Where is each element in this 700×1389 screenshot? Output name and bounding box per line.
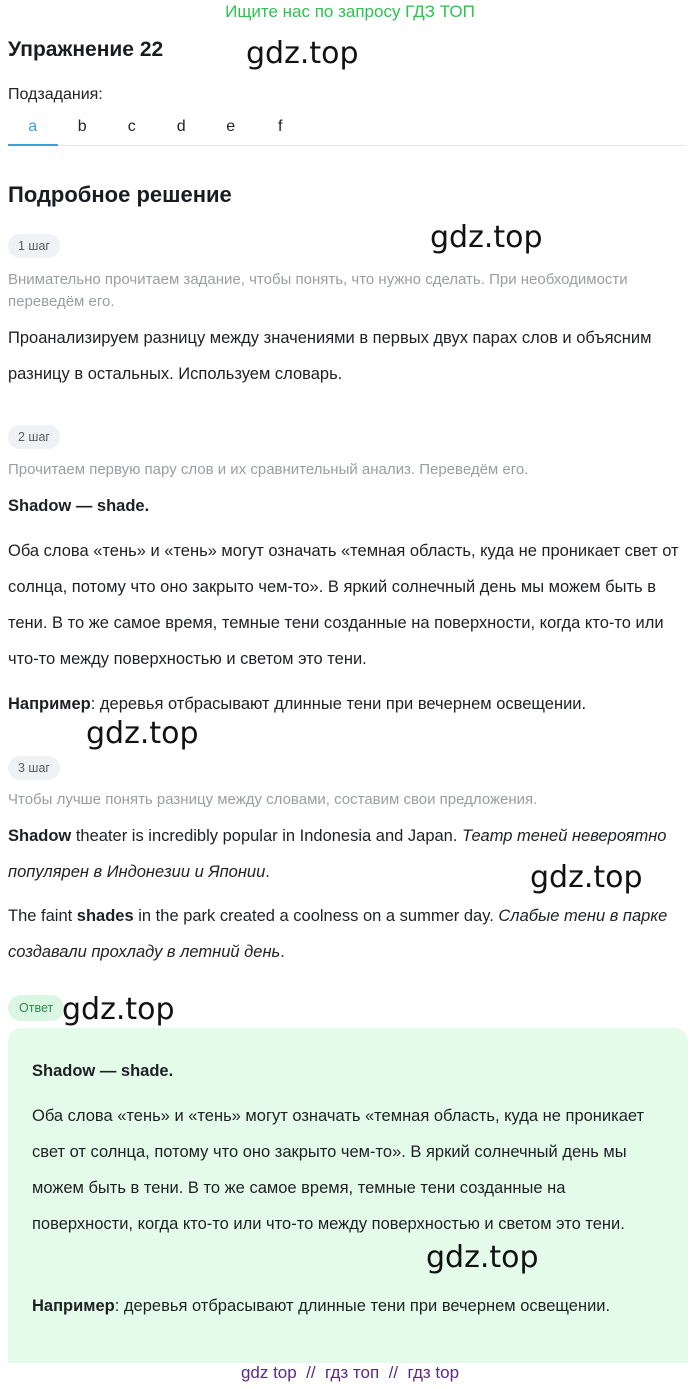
step-hint: Чтобы лучше понять разницу между словами, составим свои предложения. (8, 791, 538, 808)
watermark: gdz.top (426, 1240, 539, 1275)
step-text: Проанализируем разницу между значениями в первых двух парах слов и объясним разницу в остальных. Используем словарь. (8, 329, 652, 383)
step-badge: 2 шаг (8, 425, 60, 449)
watermark: gdz.top (86, 716, 199, 751)
sentence-keyword: Shadow (8, 827, 72, 845)
solution-title: Подробное решение (8, 182, 232, 207)
sentence-text: The faint (8, 907, 77, 925)
sentence-translation: Театр теней невероятно популярен в Индонезии и Японии (8, 827, 667, 881)
tab-e[interactable]: e (226, 118, 236, 135)
example-text: : деревья отбрасывают длинные тени при вечернем освещении. (90, 695, 587, 713)
example-text: : деревья отбрасывают длинные тени при вечернем освещении. (114, 1297, 611, 1315)
tab-a[interactable]: a (8, 108, 58, 145)
watermark: gdz.top (430, 220, 543, 255)
step-hint: Прочитаем первую пару слов и их сравнительный анализ. Переведём его. (8, 461, 529, 478)
sentence-text: in the park created a coolness on a summer day. (133, 907, 499, 925)
tab-d[interactable]: d (176, 118, 186, 135)
page-title: Упражнение 22 (8, 38, 164, 61)
sentence-translation: Слабые тени в парке создавали прохладу в летний день (8, 907, 668, 961)
answer-example (32, 1288, 652, 1324)
watermark: gdz.top (530, 860, 643, 895)
tab-b[interactable]: b (77, 118, 87, 135)
step-hint: Внимательно прочитаем задание, чтобы понять, что нужно сделать. При необходимости переведём его. (8, 271, 628, 310)
subtasks-label: Подзадания: (8, 86, 103, 103)
word-pair-text: Shadow — shade. (8, 497, 150, 515)
sentence-keyword: shades (76, 907, 134, 925)
sentence-end: . (280, 943, 285, 961)
answer-badge: Ответ (8, 995, 64, 1021)
tab-c[interactable]: c (127, 118, 136, 135)
subtask-tabs (8, 108, 686, 146)
example-sentence-2 (8, 898, 692, 970)
word-pair (8, 488, 692, 524)
footer-links: gdz top // гдз топ // гдз top (240, 1363, 460, 1382)
sentence-end: . (265, 863, 270, 881)
tab-f[interactable]: f (278, 118, 283, 135)
step-paragraph: Оба слова «тень» и «тень» могут означать «темная область, куда не проникает свет от солнца, потому что оно закрыто чем-то». В яркий солнечный день мы можем быть в тени. В то же самое время, темные тени созданные на поверхности, когда кто-то или что-то между поверхностью и светом это тени. (8, 542, 679, 668)
example-label: Например (8, 695, 91, 713)
answer-paragraph: Оба слова «тень» и «тень» могут означать «темная область, куда не проникает свет от солнца, потому что оно закрыто чем-то». В яркий солнечный день мы можем быть в тени. В то же самое время, темные тени созданные на поверхности, когда кто-то или что-то между поверхностью и светом это тени. (32, 1107, 645, 1233)
step-badge: 3 шаг (8, 756, 60, 780)
watermark: gdz.top (246, 36, 359, 71)
sentence-text: theater is incredibly popular in Indonesia and Japan. (71, 827, 463, 845)
answer-pair (32, 1053, 652, 1089)
watermark: gdz.top (62, 992, 175, 1027)
search-banner: Ищите нас по запросу ГДЗ ТОП (225, 2, 475, 21)
step-badge: 1 шаг (8, 234, 60, 258)
answer-pair-text: Shadow — shade. (32, 1062, 174, 1080)
example-label: Например (32, 1297, 115, 1315)
